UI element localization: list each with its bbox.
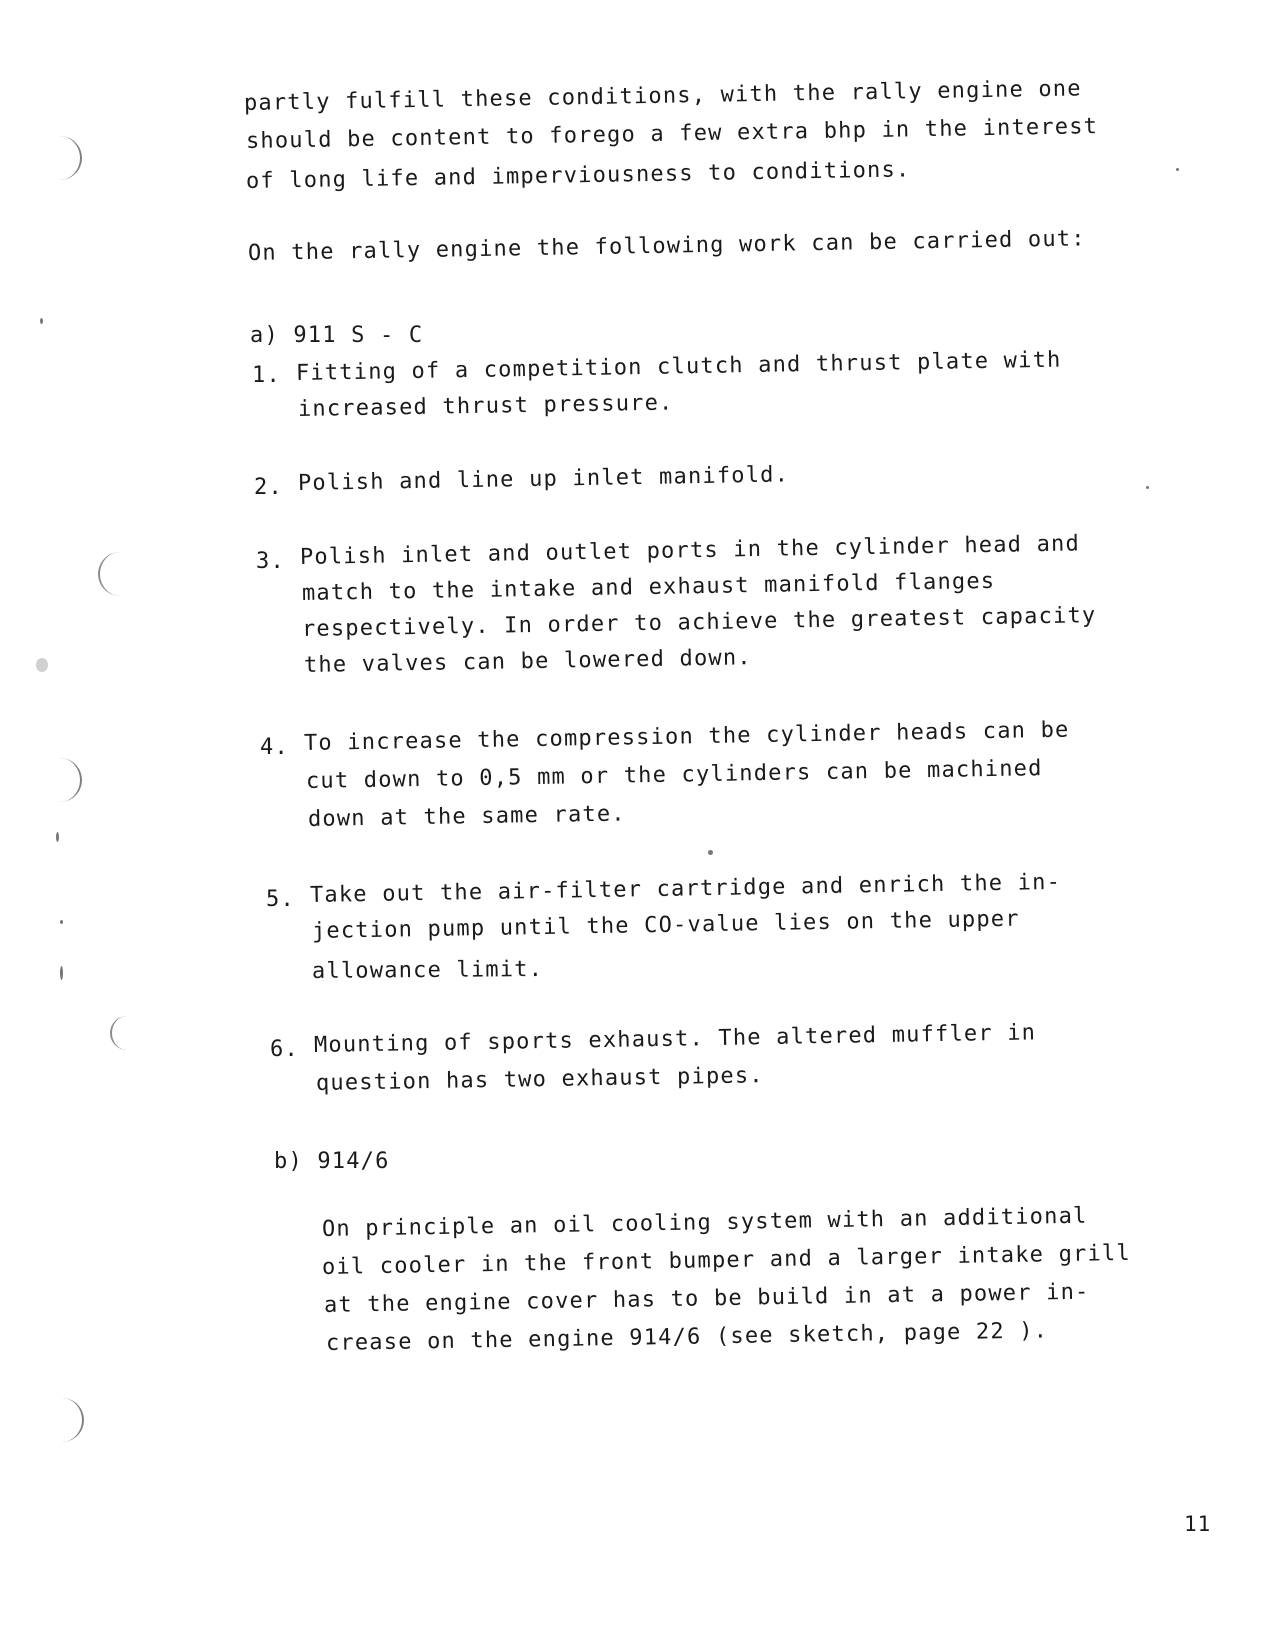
list-item-line: question has two exhaust pipes. (315, 1063, 764, 1096)
list-item-number: 1. (252, 363, 281, 388)
binder-hole-mark (40, 136, 82, 180)
list-item-line: down at the same rate. (307, 801, 626, 832)
paragraph-line: crease on the engine 914/6 (see sketch, page 22 ). (325, 1318, 1049, 1356)
scan-speck (60, 920, 63, 924)
list-item-line: jection pump until the CO-value lies on the upper (311, 906, 1020, 944)
section-heading: a) 911 S - C (250, 323, 424, 348)
intro-line: of long life and imperviousness to conditions. (245, 157, 911, 194)
list-item-line: To increase the compression the cylinder heads can be (303, 717, 1070, 756)
binder-hole-mark (40, 758, 82, 802)
scan-speck (708, 850, 713, 855)
scan-speck (56, 832, 59, 842)
list-item-line: respectively. In order to achieve the greatest capacity (301, 603, 1097, 642)
intro-line: partly fulfill these conditions, with the rally engine one (243, 76, 1082, 116)
binder-hole-mark (42, 1398, 84, 1442)
binder-hole-mark (98, 552, 140, 596)
list-item-line: the valves can be lowered down. (303, 645, 752, 678)
list-item-line: Polish inlet and outlet ports in the cylinder head and (299, 531, 1081, 570)
list-item-number: 6. (270, 1037, 299, 1062)
list-item-line: increased thrust pressure. (297, 390, 674, 422)
list-item-line: match to the intake and exhaust manifold flanges (301, 568, 996, 606)
list-item-number: 3. (256, 549, 285, 574)
list-item-line: Take out the air-filter cartridge and enrich the in- (309, 869, 1062, 908)
list-item-line: cut down to 0,5 mm or the cylinders can be machined (305, 756, 1043, 794)
scan-speck (1176, 168, 1179, 171)
paragraph-line: at the engine cover has to be build in at a power in- (323, 1279, 1090, 1318)
list-item-line: Mounting of sports exhaust. The altered muffler in (313, 1020, 1037, 1058)
scan-speck (36, 658, 48, 672)
scan-speck (40, 318, 43, 324)
paragraph-line: oil cooler in the front bumper and a larger intake grill (321, 1240, 1132, 1280)
list-item-line: Polish and line up inlet manifold. (297, 462, 790, 496)
lead-sentence: On the rally engine the following work can be carried out: (247, 226, 1086, 266)
list-item-line: allowance limit. (311, 956, 544, 984)
list-item-line: Fitting of a competition clutch and thrust plate with (295, 347, 1062, 386)
list-item-number: 2. (254, 475, 283, 500)
binder-hole-mark (110, 1016, 152, 1050)
intro-line: should be content to forego a few extra bhp in the interest (245, 114, 1099, 154)
scan-speck (1146, 486, 1149, 489)
page-number: 11 (1184, 1512, 1212, 1536)
scan-speck (60, 966, 63, 980)
section-heading: b) 914/6 (274, 1149, 390, 1174)
paragraph-line: On principle an oil cooling system with an additional (321, 1203, 1088, 1242)
list-item-number: 5. (266, 887, 295, 912)
list-item-number: 4. (260, 735, 289, 760)
